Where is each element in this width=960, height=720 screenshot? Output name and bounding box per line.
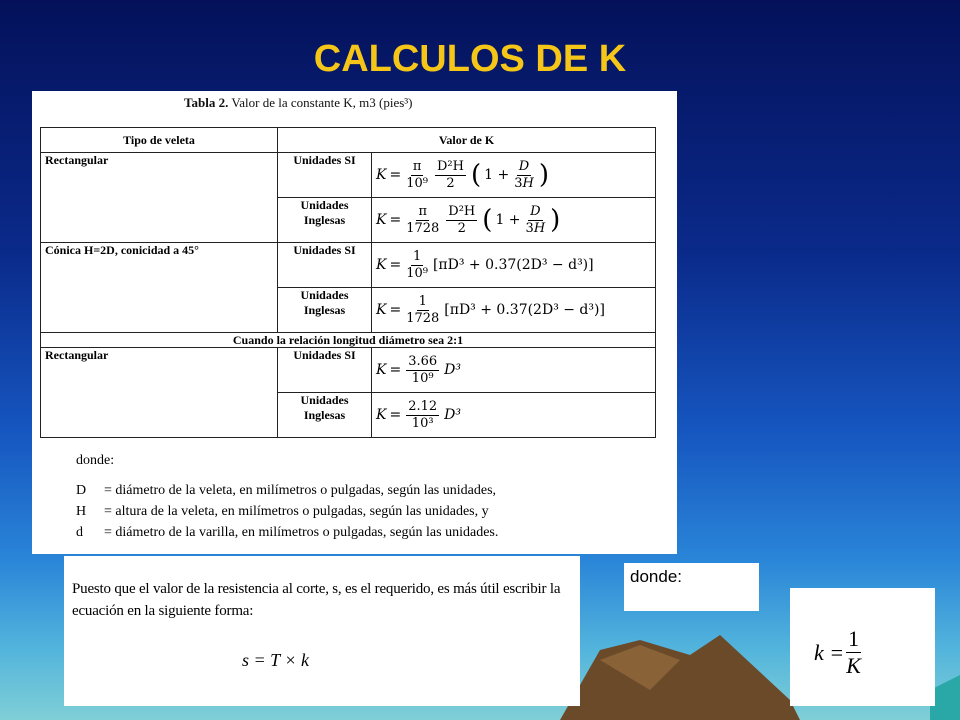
- row-unit: Unidades Inglesas: [278, 393, 372, 438]
- table-caption: Tabla 2. Valor de la constante K, m3 (pies³): [184, 95, 413, 110]
- definition-item: H = altura de la veleta, en milímetros o pulgadas, según las unidades, y: [76, 504, 489, 519]
- header-valor: Valor de K: [278, 128, 656, 153]
- definitions-list: [76, 453, 498, 546]
- slide-title: CALCULOS DE K: [313, 38, 627, 80]
- donde-label: donde:: [630, 567, 682, 586]
- donde-panel: [624, 563, 759, 611]
- k-values-table: [40, 127, 656, 438]
- ratio-note-row: Cuando la relación longitud diámetro sea 2:1: [41, 333, 656, 348]
- k-equation-panel: [790, 588, 935, 706]
- row-unit: Unidades Inglesas: [278, 198, 372, 243]
- definition-item: D = diámetro de la veleta, en milímetros o pulgadas, según las unidades,: [76, 483, 497, 498]
- equation-note-panel: [64, 556, 580, 706]
- formula-cell: K = $\frac{\pi}{1728}$ $\frac{\text{D²H}}{2}$ ( 1 + $\frac{D}{3H}$ ): [372, 198, 656, 243]
- formula-cell: K = $\frac{1}{1728}$ [πD³ + 0.37(2D³ − d³)]: [372, 288, 656, 333]
- row-type: Cónica H=2D, conicidad a 45°: [41, 243, 278, 333]
- row-type: Rectangular: [41, 153, 278, 243]
- formula-cell: K = $\frac{3.66}{\text{10⁹}}$ D³: [372, 348, 656, 393]
- row-unit: Unidades SI: [278, 243, 372, 288]
- definition-item: d = diámetro de la varilla, en milímetros o pulgadas, según las unidades.: [76, 525, 499, 540]
- row-unit: Unidades SI: [278, 348, 372, 393]
- note-text: Puesto que el valor de la resistencia al corte, s, es el requerido, es más útil escribir la ecuación en la siguiente forma:: [72, 581, 561, 619]
- formula-cell: K = $\frac{\pi}{\text{10⁹}}$ $\frac{\text{D²H}}{2}$ ( 1 + $\frac{D}{3H}$ ): [372, 153, 656, 198]
- row-type: Rectangular: [41, 348, 278, 438]
- formula-cell: K = $\frac{2.12}{\text{10³}}$ D³: [372, 393, 656, 438]
- row-unit: Unidades SI: [278, 153, 372, 198]
- header-tipo: Tipo de veleta: [41, 128, 278, 153]
- row-unit: Unidades Inglesas: [278, 288, 372, 333]
- k-equation: k = $\frac{1}{K}$: [814, 626, 861, 678]
- shear-equation: s = T × k: [242, 650, 309, 670]
- definitions-label: donde:: [76, 453, 115, 468]
- formula-cell: K = $\frac{1}{\text{10⁹}}$ [πD³ + 0.37(2D³ − d³)]: [372, 243, 656, 288]
- k-table-panel: [32, 91, 677, 554]
